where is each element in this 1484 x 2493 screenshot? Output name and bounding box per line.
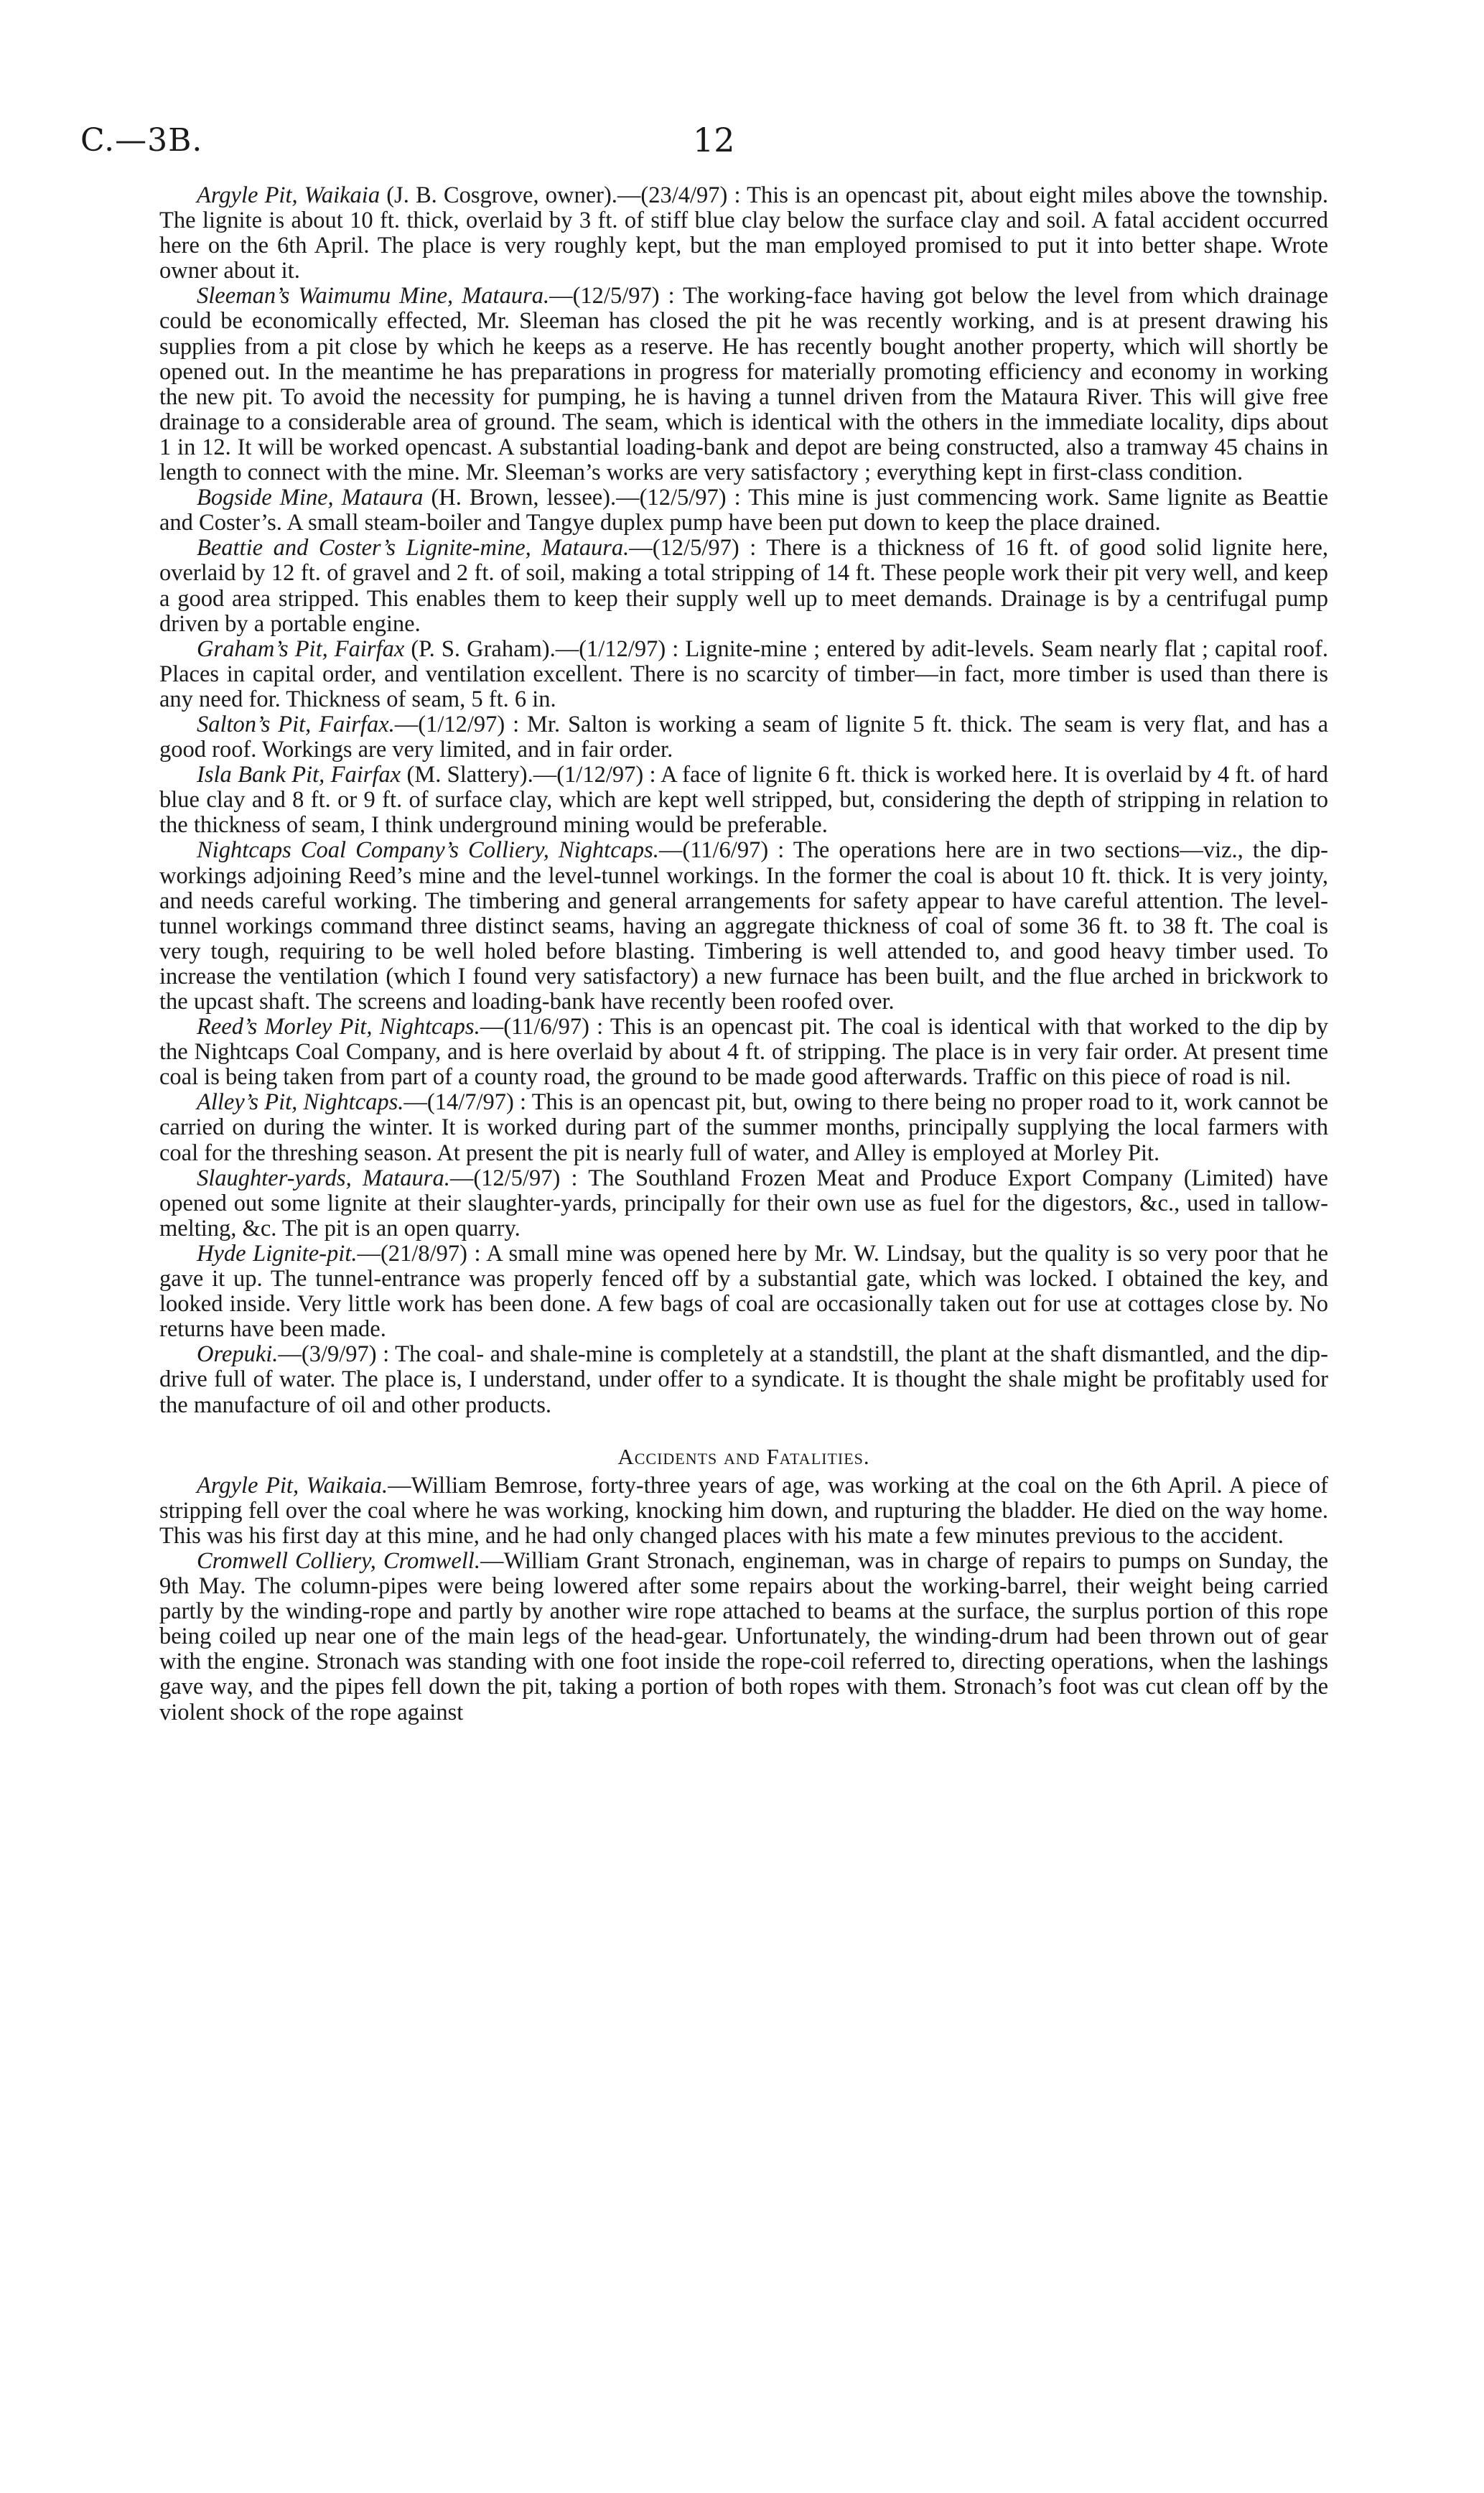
paragraph-text: (M. Slattery).—(1/12/97) : A face of lignite 6 ft. thick is worked here. It is overlaid by 4 ft. of hard blue clay and 8 ft. or 9 ft. of surface clay, which are kept well stripped, but, considering the depth of stripping in relation to the thickness of seam, I think underground mining would be preferable. bbox=[159, 762, 1328, 839]
paragraph-heading: Bogside Mine, Mataura bbox=[197, 485, 424, 511]
paragraph-heading: Cromwell Colliery, Cromwell. bbox=[197, 1547, 480, 1574]
paragraph-text: —William Grant Stronach, engineman, was in charge of repairs to pumps on Sunday, the 9th May. The column-pipes were being lowered after some repairs about the working-barrel, their weight being carried partly by the winding-rope and partly by another wire rope attached to beams at the surface, the surplus portion of this rope being coiled up near one of the main legs of the head-gear. Unfortunately, the winding-drum had been thrown out of gear with the engine. Stronach was standing with one foot inside the rope-coil referred to, directing operations, when the lashings gave way, and the pipes fell down the pit, taking a portion of both ropes with them. Stronach’s foot was cut clean off by the violent shock of the rope against bbox=[159, 1547, 1328, 1725]
paragraph-text: (P. S. Graham).—(1/12/97) : Lignite-mine ; entered by adit-levels. Seam nearly flat ; capital roof. Places in capital order, and ventilation excellent. There is no scarcity of timber—in fact, more timber is used than there is any need for. Thickness of seam, 5 ft. 6 in. bbox=[159, 635, 1329, 712]
paragraph bbox=[159, 536, 1328, 636]
paragraph-heading: Hyde Lignite-pit. bbox=[197, 1240, 358, 1267]
paragraph-text: —(12/5/97) : There is a thickness of 16 ft. of good solid lignite here, overlaid by 12 ft. of gravel and 2 ft. of soil, making a total stripping of 14 ft. These people work their pit very well, and keep a good area stripped. This enables them to keep their supply well up to meet demands. Drainage is by a centrifugal pump driven by a portable engine. bbox=[159, 535, 1328, 637]
paragraph-text: —(14/7/97) : This is an opencast pit, but, owing to there being no proper road to it, work cannot be carried on during the winter. It is worked during part of the summer months, principally supplying the local farmers with coal for the threshing season. At present the pit is nearly full of water, and Alley is employed at Morley Pit. bbox=[159, 1089, 1329, 1166]
paragraph-text: —(12/5/97) : The Southland Frozen Meat and Produce Export Company (Limited) have opened out some lignite at their slaughter-yards, principally for their own use as fuel for the digestors, &c., used in tallow-melting, &c. The pit is an open quarry. bbox=[159, 1165, 1328, 1241]
accident-reports bbox=[159, 1473, 1328, 1725]
paragraph-heading: Isla Bank Pit, Fairfax bbox=[197, 762, 401, 788]
section-heading: Accidents and Fatalities. bbox=[617, 1443, 870, 1469]
paragraph-text: (H. Brown, lessee).—(12/5/97) : This mine is just commencing work. Same lignite as Beattie and Coster’s. A small steam-boiler and Tangye duplex pump have been put down to keep the place drained. bbox=[159, 485, 1328, 536]
paragraph bbox=[159, 485, 1328, 536]
paragraph-text: —(12/5/97) : The working-face having got below the level from which drainage could be economically effected, Mr. Sleeman has closed the pit he was recently working, and is at present drawing his supplies from a pit close by which he keeps as a reserve. He has recently bought another property, which will shortly be opened out. In the meantime he has preparations in progress for materially promoting efficiency and economy in working the new pit. To avoid the necessity for pumping, he is having a tunnel driven from the Mataura River. This will give free drainage to a considerable area of ground. The seam, which is identical with the others in the immediate locality, dips about 1 in 12. It will be worked opencast. A substantial loading-bank and depot are being constructed, also a tramway 45 chains in length to connect with the mine. Mr. Sleeman’s works are very satisfactory ; everything kept in first-class condition. bbox=[159, 283, 1329, 486]
document-body bbox=[159, 183, 1328, 1725]
mine-reports bbox=[159, 183, 1328, 1418]
paragraph-heading: Beattie and Coster’s Lignite-mine, Mataura. bbox=[197, 535, 630, 561]
paragraph-heading: Graham’s Pit, Fairfax bbox=[197, 635, 405, 662]
document-reference: C.—3B. bbox=[80, 122, 203, 159]
paragraph-text: —(21/8/97) : A small mine was opened here by Mr. W. Lindsay, but the quality is so very poor that he gave it up. The tunnel-entrance was properly fenced off by a substantial gate, which was locked. I obtained the key, and looked inside. Very little work has been done. A few bags of coal are occasionally taken out for use at cottages close by. No returns have been made. bbox=[159, 1240, 1328, 1343]
paragraph-heading: Argyle Pit, Waikaia bbox=[197, 182, 381, 208]
paragraph bbox=[159, 183, 1328, 284]
paragraph-heading: Sleeman’s Waimumu Mine, Mataura. bbox=[197, 283, 550, 309]
paragraph-heading: Reed’s Morley Pit, Nightcaps. bbox=[197, 1014, 480, 1040]
paragraph-heading: Alley’s Pit, Nightcaps. bbox=[197, 1089, 404, 1116]
paragraph-text: —(11/6/97) : This is an opencast pit. The coal is identical with that worked to the dip by the Nightcaps Coal Company, and is here overlaid by about 4 ft. of stripping. The place is in very fair order. At present time coal is being taken from part of a county road, the ground to be made good afterwards. Traffic on this piece of road is nil. bbox=[159, 1014, 1328, 1091]
paragraph bbox=[159, 1473, 1328, 1549]
paragraph bbox=[159, 763, 1328, 838]
paragraph-text: —William Bemrose, forty-three years of age, was working at the coal on the 6th April. A piece of stripping fell over the coal where he was working, knocking him down, and rupturing the bladder. He died on the way home. This was his first day at this mine, and he had only changed places with his mate a few minutes previous to the accident. bbox=[159, 1472, 1328, 1549]
paragraph-text: —(3/9/97) : The coal- and shale-mine is completely at a standstill, the plant at the shaft dismantled, and the dip-drive full of water. The place is, I understand, under offer to a syndicate. It is thought the shale might be profitably used for the manufacture of oil and other products. bbox=[159, 1341, 1328, 1418]
paragraph-text: —(1/12/97) : Mr. Salton is working a seam of lignite 5 ft. thick. The seam is very flat, and has a good roof. Workings are very limited, and in fair order. bbox=[159, 711, 1328, 763]
paragraph-text: —(11/6/97) : The operations here are in two sections—viz., the dip-workings adjoining Reed’s mine and the level-tunnel workings. In the former the coal is about 10 ft. thick. It is very jointy, and needs careful working. The timbering and general arrangements for safety appear to have careful attention. The level-tunnel workings command three distinct seams, having an aggregate thickness of coal of some 36 ft. to 38 ft. The coal is very tough, requiring to be well holed before blasting. Timbering is well attended to, and good heavy timber used. To increase the ventilation (which I found very satisfactory) a new furnace has been built, and the flue arched in brickwork to the upcast shaft. The screens and loading-bank have recently been roofed over. bbox=[159, 837, 1328, 1015]
paragraph bbox=[159, 637, 1328, 712]
paragraph-heading: Orepuki. bbox=[197, 1341, 279, 1368]
paragraph-text: (J. B. Cosgrove, owner).—(23/4/97) : This is an opencast pit, about eight miles above the township. The lignite is about 10 ft. thick, overlaid by 3 ft. of stiff blue clay below the surface clay and soil. A fatal accident occurred here on the 6th April. The place is very roughly kept, but the man employed promised to put it into better shape. Wrote owner about it. bbox=[159, 182, 1328, 284]
paragraph bbox=[159, 1241, 1328, 1342]
paragraph-heading: Argyle Pit, Waikaia. bbox=[197, 1472, 388, 1499]
page-number: 12 bbox=[693, 121, 735, 159]
paragraph bbox=[159, 1549, 1328, 1725]
paragraph bbox=[159, 712, 1328, 763]
paragraph bbox=[159, 1090, 1328, 1165]
paragraph bbox=[159, 284, 1328, 485]
paragraph bbox=[159, 1015, 1328, 1090]
paragraph-heading: Salton’s Pit, Fairfax. bbox=[197, 711, 395, 737]
paragraph-heading: Nightcaps Coal Company’s Colliery, Nightcaps. bbox=[197, 837, 659, 864]
paragraph bbox=[159, 1166, 1328, 1241]
paragraph bbox=[159, 838, 1328, 1015]
paragraph bbox=[159, 1342, 1328, 1417]
paragraph-heading: Slaughter-yards, Mataura. bbox=[197, 1165, 450, 1191]
